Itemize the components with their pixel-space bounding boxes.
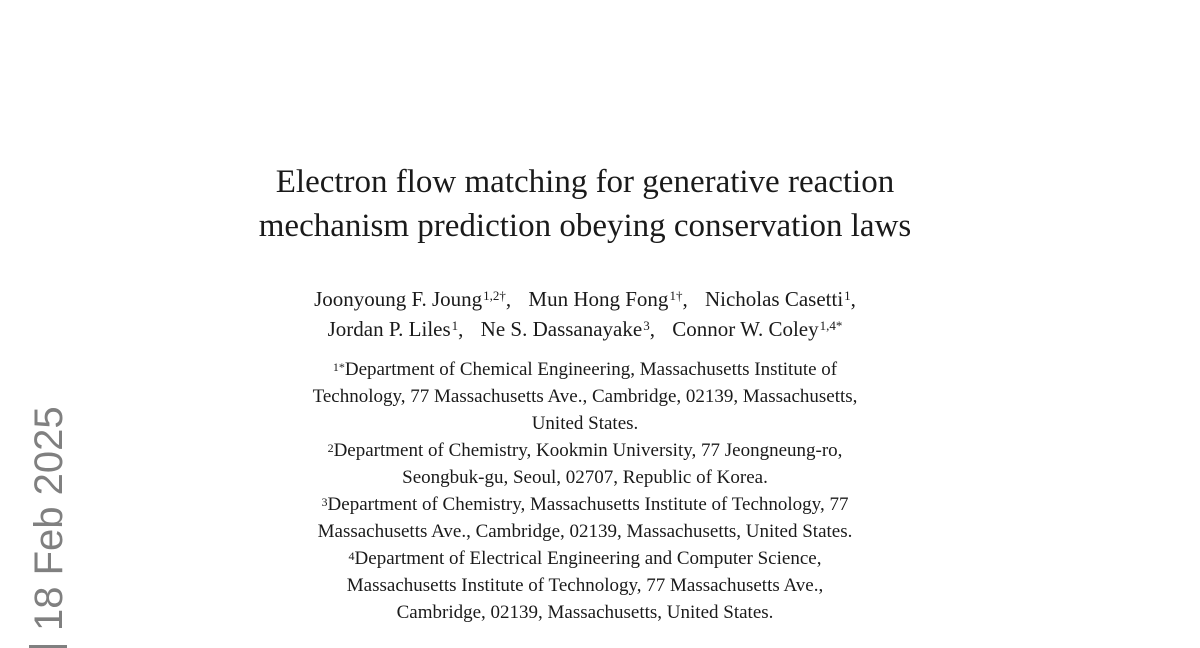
- affiliation-2-line-1: $^2$Department of Chemistry, Kookmin University, 77 Jeongneung-ro,: [327, 440, 843, 461]
- affiliation-1-line-2: Technology, 77 Massachusetts Ave., Cambridge, 02139, Massachusetts,: [312, 386, 858, 407]
- affiliation-marker: 3: [321, 495, 328, 509]
- affiliation-1-line-1: $^{1*}$Department of Chemical Engineering, Massachusetts Institute of: [332, 359, 838, 380]
- author-list: [200, 284, 970, 344]
- affiliation-marker: 2: [327, 441, 334, 455]
- arxiv-date: 18 Feb 2025: [27, 406, 71, 631]
- affiliation-marker: 4: [348, 549, 355, 563]
- affiliation-4-line-2: Massachusetts Institute of Technology, 77 Massachusetts Ave.,: [346, 575, 824, 596]
- arxiv-side-stamp: [26, 406, 72, 648]
- affiliation-1-line-3: United States.: [531, 413, 639, 434]
- author-affiliation-marker: 1: [844, 288, 851, 303]
- affiliation-3-line-2: Massachusetts Ave., Cambridge, 02139, Massachusetts, United States.: [317, 521, 853, 542]
- author: Ne S. Dassanayake$^3$,: [480, 317, 655, 341]
- author: Mun Hong Fong$^{1\dagger}$,: [528, 287, 688, 311]
- author-affiliation-marker: 3: [643, 318, 650, 333]
- author: Connor W. Coley$^{1,4*}$: [672, 317, 843, 341]
- author-affiliation-marker: 1,2†: [483, 288, 506, 303]
- author-affiliation-marker: 1†: [669, 288, 683, 303]
- paper-title: [200, 160, 970, 248]
- affiliation-4-line-3: Cambridge, 02139, Massachusetts, United States.: [396, 602, 774, 623]
- affiliation-4-line-1: $^4$Department of Electrical Engineering and Computer Science,: [348, 548, 822, 569]
- affiliation-3-line-1: $^3$Department of Chemistry, Massachusetts Institute of Technology, 77: [321, 494, 849, 515]
- affiliation-marker: 1*: [332, 360, 345, 374]
- affiliation-2-line-2: Seongbuk-gu, Seoul, 02707, Republic of Korea.: [402, 467, 768, 488]
- author: Jordan P. Liles$^1$,: [327, 317, 464, 341]
- author-affiliation-marker: 1,4*: [819, 318, 843, 333]
- title-line-2: mechanism prediction obeying conservation laws: [258, 208, 912, 244]
- author: Joonyoung F. Joung$^{1,2\dagger}$,: [314, 287, 512, 311]
- author-affiliation-marker: 1: [451, 318, 459, 333]
- affiliation-list: [200, 356, 970, 626]
- author: Nicholas Casetti$^1$,: [704, 287, 856, 311]
- author-line-1: [200, 284, 970, 314]
- title-line-1: Electron flow matching for generative reaction: [275, 164, 895, 200]
- author-line-2: [200, 314, 970, 344]
